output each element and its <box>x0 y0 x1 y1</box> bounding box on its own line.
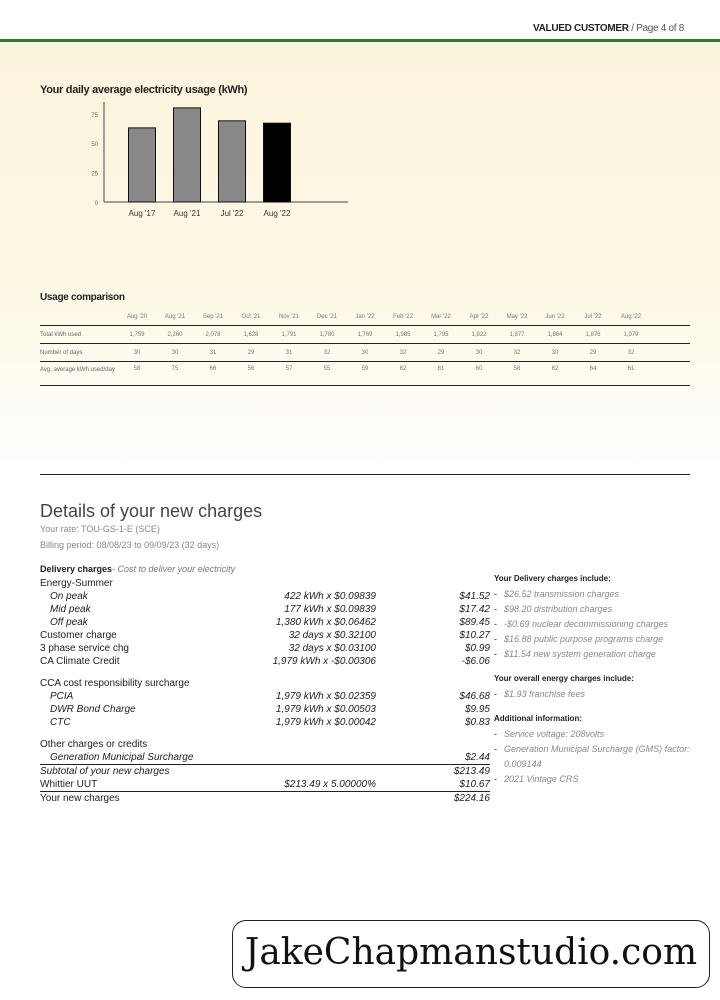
charge-amount: $41.52 <box>459 591 490 602</box>
table-cell: 30 <box>361 349 369 356</box>
bar <box>264 123 291 202</box>
y-tick-label: 0 <box>94 201 98 207</box>
charge-name: On peak <box>50 591 88 602</box>
charge-calc: 1,979 kWh x $0.00503 <box>275 704 376 715</box>
note-item: - Service voltage: 208volts <box>494 727 694 742</box>
table-cell: 55 <box>323 366 331 372</box>
month-header: Jan '22 <box>355 313 375 320</box>
charge-name: Generation Municipal Surcharge <box>50 752 194 763</box>
table-cell: 1,877 <box>509 331 525 338</box>
charge-name: Energy-Summer <box>40 578 113 589</box>
month-header: Aug '20 <box>126 313 148 320</box>
page-number: / Page 4 of 8 <box>631 23 684 34</box>
charge-line <box>40 603 490 616</box>
delivery-notes-heading: Your Delivery charges include: <box>494 574 611 583</box>
table-cell: 30 <box>551 349 559 356</box>
table-cell: 2,078 <box>205 331 221 338</box>
month-header: Feb '22 <box>393 313 413 320</box>
uut-label: Whittier UUT <box>40 779 98 790</box>
table-cell: 30 <box>133 349 141 356</box>
total-row <box>40 792 490 805</box>
note-item: - $26.52 transmission charges <box>494 587 694 602</box>
note-item: - $98.20 distribution charges <box>494 602 694 617</box>
details-title: Details of your new charges <box>40 501 263 521</box>
charge-calc: 422 kWh x $0.09839 <box>284 591 376 602</box>
table-cell: 32 <box>399 349 407 356</box>
charge-amount: $10.27 <box>459 630 490 641</box>
table-cell: 1,795 <box>433 331 449 338</box>
table-row <box>40 344 690 362</box>
note-item: - $1.93 franchise fees <box>494 687 694 702</box>
charge-line <box>40 629 490 642</box>
subtotal-label: Subtotal of your new charges <box>40 766 170 777</box>
table-row <box>40 326 690 344</box>
y-tick-label: 25 <box>91 171 98 178</box>
charge-name: DWR Bond Charge <box>50 704 136 715</box>
month-header: Sep '21 <box>202 313 224 320</box>
month-header: Aug '22 <box>620 313 642 320</box>
table-cell: 30 <box>171 349 179 356</box>
header-brand <box>533 23 684 34</box>
table-cell: 58 <box>513 366 521 372</box>
table-cell: 1,780 <box>319 331 335 338</box>
x-tick-label: Jul '22 <box>220 209 244 218</box>
month-header: Jul '22 <box>584 313 602 320</box>
charge-amount: $9.95 <box>464 704 490 715</box>
table-row <box>40 362 690 386</box>
spacer <box>494 702 694 714</box>
rate-info: Your rate: TOU-GS-1-E (SCE) <box>40 524 160 534</box>
table-cell: 1,759 <box>129 331 145 338</box>
other-charge-lines <box>40 751 490 764</box>
energy-notes-heading: Your overall energy charges include: <box>494 674 634 683</box>
table-cell: 60 <box>475 366 483 372</box>
note-item: - $11.54 new system generation charge <box>494 647 694 662</box>
delivery-charge-lines <box>40 577 490 668</box>
bar <box>129 128 156 202</box>
charge-line <box>40 642 490 655</box>
charge-name: Mid peak <box>50 604 91 615</box>
table-cell: 31 <box>209 349 217 356</box>
table-cell: 29 <box>589 349 597 356</box>
table-cell: 56 <box>247 366 255 372</box>
delivery-heading <box>40 564 490 574</box>
uut-amount: $10.67 <box>459 779 490 790</box>
x-tick-label: Aug '17 <box>128 209 156 218</box>
charge-calc: 1,380 kWh x $0.06462 <box>275 617 376 628</box>
usage-bar-chart <box>70 98 370 230</box>
charge-amount: $2.44 <box>464 752 490 763</box>
row-label: Number of days <box>40 349 83 356</box>
table-cell: 64 <box>589 366 597 372</box>
table-cell: 58 <box>133 366 141 372</box>
row-label: Total kWh used <box>40 331 82 338</box>
charge-name: 3 phase service chg <box>40 643 129 654</box>
charge-amount: $0.99 <box>464 643 490 654</box>
total-amount: $224.16 <box>453 793 490 804</box>
spacer <box>40 668 490 677</box>
note-item: - 2021 Vintage CRS <box>494 772 694 787</box>
charge-amount: $46.68 <box>459 691 490 702</box>
charge-line <box>40 716 490 729</box>
charge-line <box>40 751 490 764</box>
page-header <box>0 0 720 42</box>
info-notes-list <box>494 727 694 787</box>
cca-heading: CCA cost responsibility surcharge <box>40 678 190 689</box>
table-cell: 1,628 <box>243 331 259 338</box>
note-item: - -$0.69 nuclear decommissioning charges <box>494 617 694 632</box>
table-cell: 1,791 <box>281 331 297 338</box>
table-cell: 62 <box>399 366 407 372</box>
table-cell: 61 <box>627 366 635 372</box>
charge-line <box>40 655 490 668</box>
bar <box>174 108 201 202</box>
charge-name: Off peak <box>50 617 88 628</box>
table-cell: 57 <box>285 366 293 372</box>
charge-amount: $89.45 <box>459 617 490 628</box>
usage-comparison-table <box>40 308 690 386</box>
month-header: Aug '21 <box>164 313 186 320</box>
x-tick-label: Aug '21 <box>173 209 201 218</box>
table-cell: 32 <box>513 349 521 356</box>
charge-line <box>40 703 490 716</box>
table-cell: 1,822 <box>471 331 487 338</box>
month-header: Oct '21 <box>241 313 261 320</box>
table-cell: 31 <box>285 349 293 356</box>
usage-comparison-header <box>40 308 690 326</box>
table-cell: 62 <box>551 366 559 372</box>
note-item: - Generation Municipal Surcharge (GMS) factor: 0.009144 <box>494 742 694 772</box>
charge-calc: 32 days x $0.03100 <box>288 643 376 654</box>
charge-calc: 32 days x $0.32100 <box>288 630 376 641</box>
table-cell: 29 <box>437 349 445 356</box>
delivery-notes-list <box>494 587 694 662</box>
delivery-subheading: - Cost to deliver your electricity <box>112 564 236 574</box>
charges-table <box>40 564 490 805</box>
table-cell: 2,260 <box>167 331 183 338</box>
delivery-heading-text: Delivery charges <box>40 564 113 574</box>
table-cell: 29 <box>247 349 255 356</box>
table-cell: 1,985 <box>395 331 411 338</box>
uut-row <box>40 778 490 791</box>
table-cell: 75 <box>171 366 179 372</box>
other-heading-row <box>40 738 490 751</box>
note-item: - $16.88 public purpose programs charge <box>494 632 694 647</box>
charge-line <box>40 590 490 603</box>
cca-charge-lines <box>40 690 490 729</box>
table-cell: 1,769 <box>357 331 373 338</box>
charge-name: CTC <box>50 717 71 728</box>
charge-line <box>40 577 490 590</box>
charge-calc: 177 kWh x $0.09839 <box>284 604 376 615</box>
billing-period: Billing period: 08/08/23 to 09/09/23 (32 days) <box>40 540 220 550</box>
usage-comparison-rows <box>40 326 690 386</box>
x-tick-label: Aug '22 <box>263 209 291 218</box>
month-header: Dec '21 <box>316 313 338 320</box>
info-notes-heading: Additional information: <box>494 714 582 723</box>
total-label: Your new charges <box>40 793 120 804</box>
bar <box>219 121 246 202</box>
charge-name: CA Climate Credit <box>40 656 120 667</box>
month-header: May '22 <box>506 313 528 320</box>
subtotal-amount: $213.49 <box>453 766 490 777</box>
table-cell: 59 <box>361 366 369 372</box>
table-cell: 32 <box>323 349 331 356</box>
table-cell: 61 <box>437 366 445 372</box>
brand-name: VALUED CUSTOMER <box>533 23 629 34</box>
y-tick-label: 75 <box>91 112 98 119</box>
charge-name: PCIA <box>50 691 74 702</box>
charge-line <box>40 690 490 703</box>
spacer <box>494 662 694 674</box>
charge-amount: $17.42 <box>459 604 490 615</box>
month-header: Jun '22 <box>545 313 565 320</box>
table-cell: 66 <box>209 366 217 372</box>
section-divider <box>40 474 690 475</box>
charge-line <box>40 616 490 629</box>
other-heading: Other charges or credits <box>40 739 148 750</box>
table-cell: 1,864 <box>547 331 563 338</box>
charge-calc: 1,979 kWh x -$0.00306 <box>272 656 376 667</box>
charge-amount: $0.83 <box>464 717 490 728</box>
energy-notes-list <box>494 687 694 702</box>
charges-notes <box>494 574 694 787</box>
table-cell: 1,979 <box>623 331 639 338</box>
table-cell: 32 <box>627 349 635 356</box>
chart-title: Your daily average electricity usage (kWh) <box>40 84 248 96</box>
y-tick-label: 50 <box>91 142 98 149</box>
table-cell: 1,876 <box>585 331 601 338</box>
month-header: Mar '22 <box>431 313 451 320</box>
table-cell: 30 <box>475 349 483 356</box>
subtotal-row <box>40 765 490 778</box>
charge-name: Customer charge <box>40 630 117 641</box>
usage-comparison-title: Usage comparison <box>40 292 125 303</box>
uut-calc: $213.49 x 5.00000% <box>284 779 376 790</box>
watermark-banner: JakeChapmanstudio.com <box>232 920 710 988</box>
month-header: Apr '22 <box>469 313 489 320</box>
cca-heading-row <box>40 677 490 690</box>
month-header: Nov '21 <box>278 313 300 320</box>
spacer <box>40 729 490 738</box>
charge-calc: 1,979 kWh x $0.00042 <box>275 717 376 728</box>
row-label: Avg. average kWh used/day <box>40 367 115 373</box>
charge-amount: -$6.06 <box>461 656 490 667</box>
charge-calc: 1,979 kWh x $0.02359 <box>275 691 376 702</box>
